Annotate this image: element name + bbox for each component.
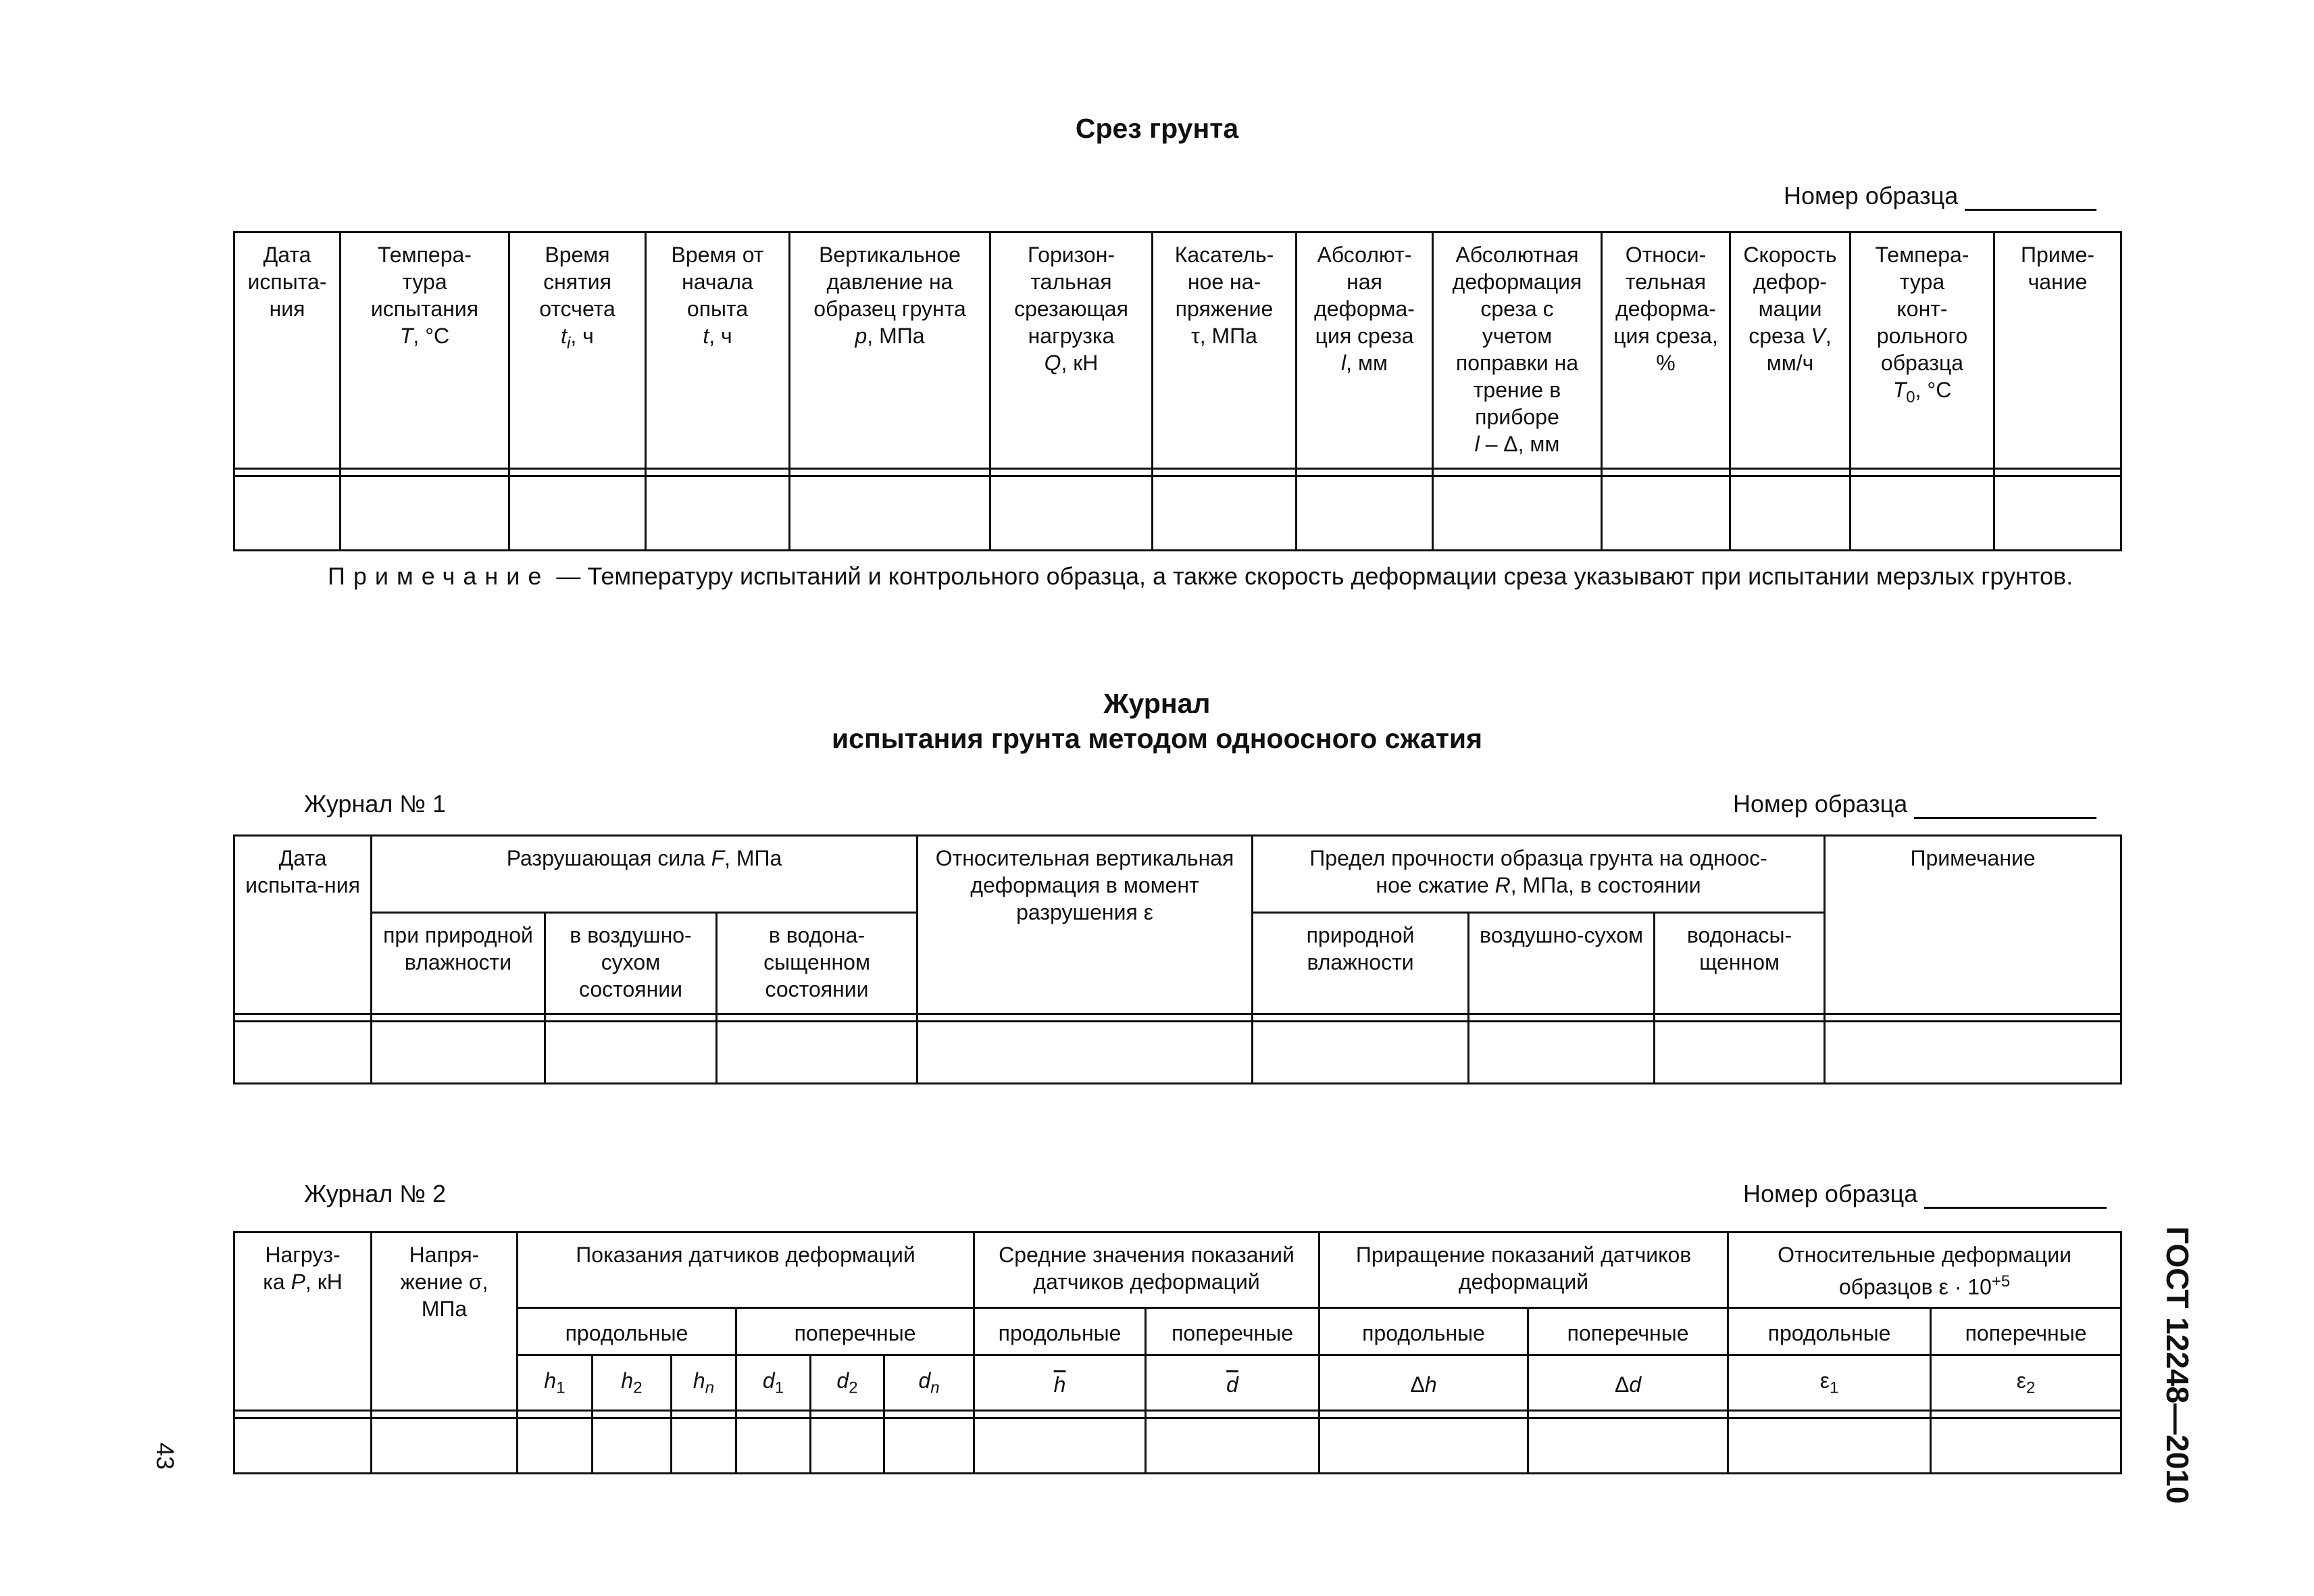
header-breaking-force: Разрушающая сила F, МПа — [372, 836, 917, 913]
header-strength-saturated: водонасы-щенном — [1655, 913, 1825, 1014]
sample-number-blank — [1914, 797, 2096, 819]
table-cell — [990, 476, 1153, 551]
header-shear-stress: Касатель- ное на- пряжение τ, МПа — [1153, 232, 1297, 469]
header-average-longitudinal: продольные — [974, 1308, 1146, 1355]
journal-2-table — [233, 1231, 2122, 1474]
header-average-readings: Средние значения показаний датчиков деформаций — [974, 1232, 1319, 1308]
table-cell — [1146, 1418, 1319, 1474]
table-cell — [1602, 476, 1730, 551]
symbol-h-mean: $\overline{h}$ — [974, 1355, 1146, 1411]
table-cell — [234, 1418, 372, 1474]
journal-1-label: Журнал № 1 — [304, 790, 447, 818]
header-shear-load: Горизон- тальная срезающая нагрузка Q, кН — [990, 232, 1153, 469]
table-cell — [545, 1022, 717, 1084]
table-cell — [1655, 1022, 1825, 1084]
header-date: Дата испыта-ния — [234, 836, 372, 1014]
table-cell — [234, 1022, 372, 1084]
sample-number-3 — [1743, 1179, 2107, 1209]
header-strength-air-dry: воздушно-сухом — [1469, 913, 1655, 1014]
journal-2-label: Журнал № 2 — [304, 1180, 447, 1207]
symbol-epsilon-1: $\varepsilon_1$ — [1728, 1355, 1931, 1411]
table-cell — [593, 1418, 672, 1474]
header-corrected-deformation: Абсолютная деформация среза с учетом поправки на трение в приборе l – Δ, мм — [1433, 232, 1602, 469]
header-abs-deformation: Абсолют- ная деформа- ция среза l, мм — [1297, 232, 1433, 469]
table-cell — [917, 1022, 1253, 1084]
symbol-d1: $d_1$ — [736, 1355, 811, 1411]
table-cell — [1994, 476, 2121, 551]
header-sensor-longitudinal: продольные — [518, 1308, 736, 1355]
table-cell — [1153, 476, 1297, 551]
header-increment-longitudinal: продольные — [1319, 1308, 1528, 1355]
table-cell — [1851, 476, 1994, 551]
symbol-h1: $h_1$ — [518, 1355, 593, 1411]
header-note: Примечание — [1825, 836, 2121, 1014]
table-cell — [974, 1418, 1146, 1474]
symbol-delta-d: Δd — [1528, 1355, 1728, 1411]
symbol-epsilon-2: $\varepsilon_2$ — [1931, 1355, 2121, 1411]
header-rel-deformation: Относи- тельная деформа- ция среза, % — [1602, 232, 1730, 469]
table-cell — [1528, 1418, 1728, 1474]
symbol-d-mean: $\overline{d}$ — [1146, 1355, 1319, 1411]
journal-title-line1: Журнал — [1103, 688, 1211, 719]
symbol-h2: $h_2$ — [593, 1355, 672, 1411]
page-number: 43 — [151, 1443, 179, 1470]
table-cell — [811, 1418, 884, 1474]
symbol-dn: $d_n$ — [884, 1355, 974, 1411]
table-cell — [1319, 1418, 1528, 1474]
sample-number-1 — [1784, 181, 2096, 211]
header-vertical-pressure: Вертикальное давление на образец грунта p, МПа — [790, 232, 990, 469]
table-cell — [1728, 1418, 1931, 1474]
header-reading-time: Время снятия отсчета $t_i$, ч — [509, 232, 646, 469]
header-note: Приме- чание — [1994, 232, 2121, 469]
header-strength-natural: природной влажности — [1253, 913, 1469, 1014]
table-cell — [1730, 476, 1851, 551]
header-compressive-strength: Предел прочности образца грунта на одноос- ное сжатие R, МПа, в состоянии — [1253, 836, 1825, 913]
header-relative-strain: Относительная вертикальная деформация в момент разрушения ε — [917, 836, 1253, 1014]
document-code: ГОСТ 12248—2010 — [2160, 1226, 2195, 1504]
table-cell — [717, 1022, 917, 1084]
table-cell — [1469, 1022, 1655, 1084]
header-stress: Напря- жение σ, МПа — [372, 1232, 518, 1411]
header-control-temperature: Темпера- тура конт- рольного образца $T_0$, °C — [1851, 232, 1994, 469]
table-cell — [646, 476, 790, 551]
sample-number-label: Номер образца — [1784, 182, 1959, 209]
sample-number-label: Номер образца — [1733, 790, 1908, 818]
header-relative-longitudinal: продольные — [1728, 1308, 1931, 1355]
table-cell — [341, 476, 509, 551]
section-title-shear: Срез грунта — [1075, 113, 1239, 144]
sample-number-blank — [1924, 1187, 2107, 1209]
table-cell — [509, 476, 646, 551]
header-increment-transverse: поперечные — [1528, 1308, 1728, 1355]
header-sensor-readings: Показания датчиков деформаций — [518, 1232, 974, 1308]
table-cell — [1297, 476, 1433, 551]
header-elapsed-time: Время от начала опыта t, ч — [646, 232, 790, 469]
header-force-air-dry: в воздушно-сухом состоянии — [545, 913, 717, 1014]
journal-1-table — [233, 834, 2122, 1084]
table-cell — [372, 1418, 518, 1474]
table-row — [234, 1418, 2121, 1474]
sample-number-2 — [1733, 789, 2096, 819]
table-cell — [790, 476, 990, 551]
shear-table — [233, 231, 2122, 551]
header-temperature: Темпера- тура испытания T, °C — [341, 232, 509, 469]
header-relative-transverse: поперечные — [1931, 1308, 2121, 1355]
section-title-journal — [0, 686, 2314, 756]
symbol-d2: $d_2$ — [811, 1355, 884, 1411]
table-cell — [672, 1418, 736, 1474]
sample-number-blank — [1965, 189, 2096, 211]
header-load: Нагруз- ка P, кН — [234, 1232, 372, 1411]
header-sensor-transverse: поперечные — [736, 1308, 974, 1355]
table-cell — [1825, 1022, 2121, 1084]
table-cell — [1931, 1418, 2121, 1474]
header-reading-increment: Приращение показаний датчиков деформаций — [1319, 1232, 1728, 1308]
table-cell — [1433, 476, 1602, 551]
header-force-saturated: в водона-сыщенном состоянии — [717, 913, 917, 1014]
table-cell — [234, 476, 341, 551]
note-label: Примечание — [328, 562, 550, 590]
symbol-delta-h: Δh — [1319, 1355, 1528, 1411]
table-cell — [736, 1418, 811, 1474]
table-cell — [372, 1022, 545, 1084]
symbol-hn: $h_n$ — [672, 1355, 736, 1411]
header-strain-rate: Скорость дефор- мации среза V, мм/ч — [1730, 232, 1851, 469]
header-average-transverse: поперечные — [1146, 1308, 1319, 1355]
note-text: — Температуру испытаний и контрольного образца, а также скорость деформации среза указывают при испытании мерзлых грунтов. — [549, 562, 2073, 590]
header-relative-deformations: Относительные деформации образцов $\varepsilon \cdot 10^{+5}$ — [1728, 1232, 2121, 1308]
table-cell — [518, 1418, 593, 1474]
table-row — [234, 1022, 2121, 1084]
table-cell — [884, 1418, 974, 1474]
header-date: Дата испыта- ния — [234, 232, 341, 469]
shear-note — [240, 561, 2084, 592]
sample-number-label: Номер образца — [1743, 1180, 1918, 1207]
journal-title-line2: испытания грунта методом одноосного сжатия — [831, 723, 1483, 754]
header-force-natural: при природной влажности — [372, 913, 545, 1014]
table-cell — [1253, 1022, 1469, 1084]
table-row — [234, 476, 2121, 551]
